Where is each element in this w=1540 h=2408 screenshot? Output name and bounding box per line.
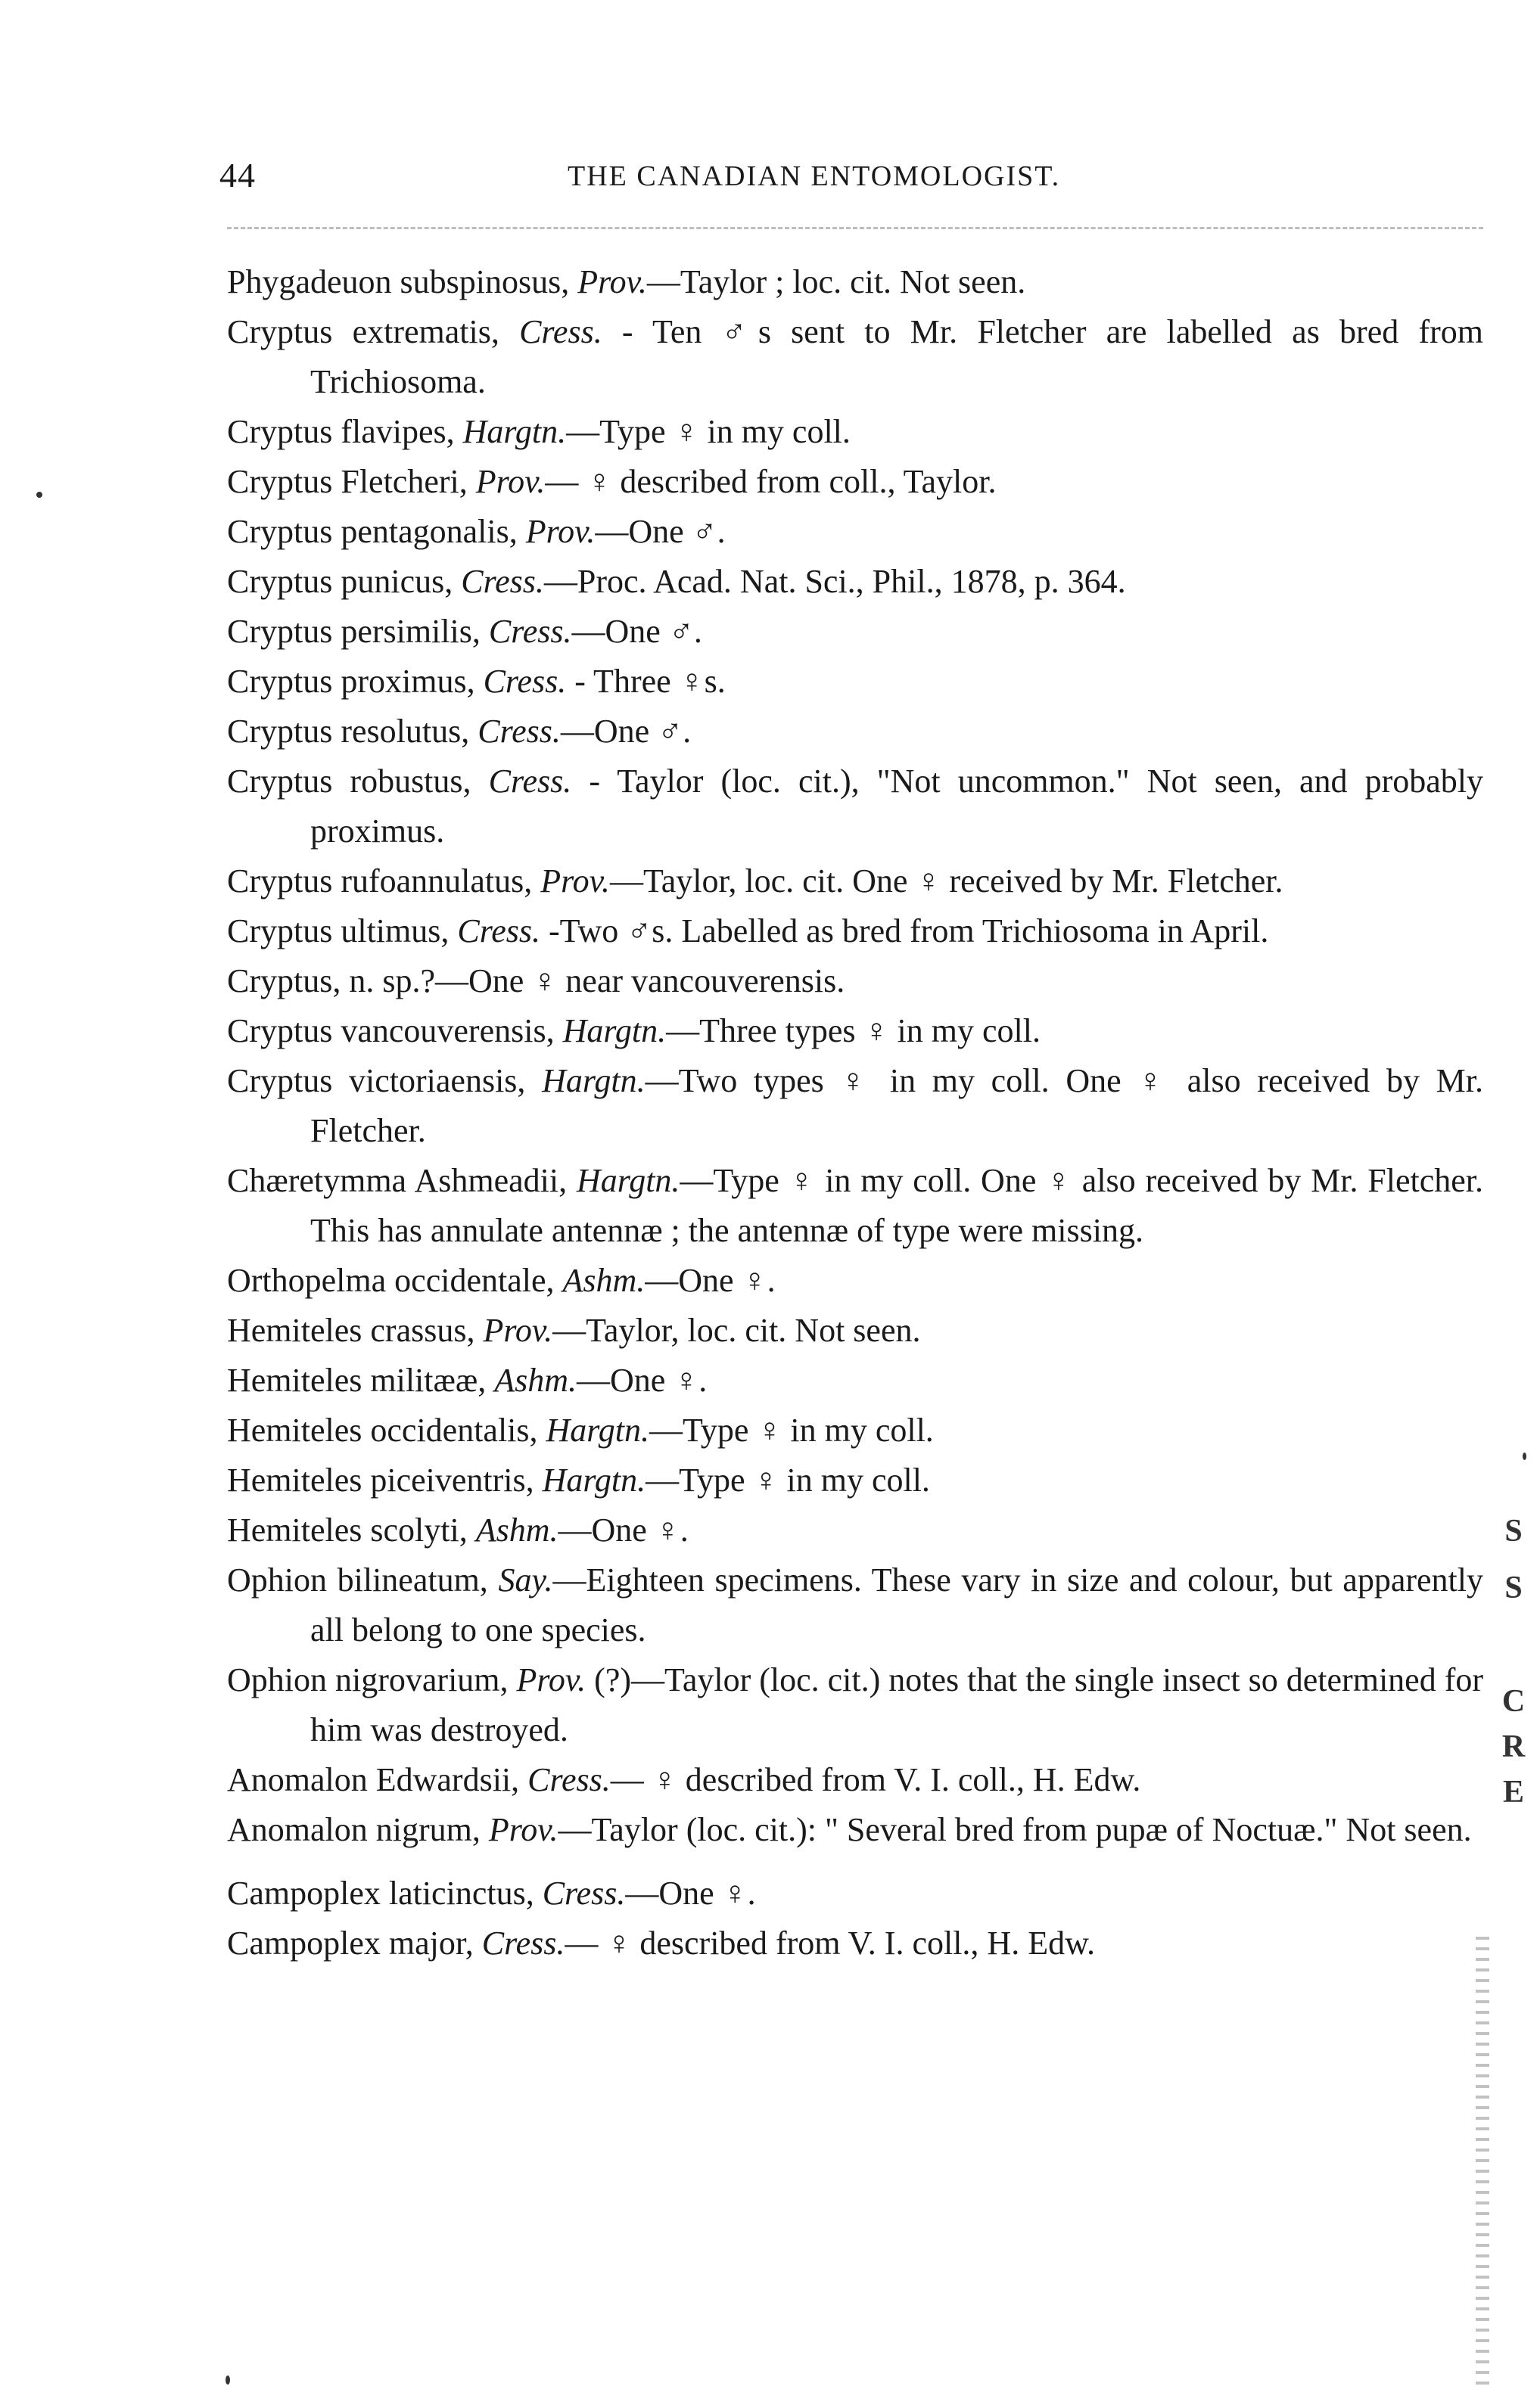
list-item: Hemiteles crassus, Prov.—Taylor, loc. cit. Not seen.	[227, 1312, 921, 1349]
list-item: Cryptus flavipes, Hargtn.—Type ♀ in my coll.	[227, 413, 851, 450]
list-item: Ophion nigrovarium, Prov. (?)—Taylor (loc. cit.) notes that the single insect so determined for him was destroyed.	[227, 1661, 1484, 1748]
list-item: Cryptus vancouverensis, Hargtn.—Three types ♀ in my coll.	[227, 1012, 1041, 1049]
margin-mark: C	[1501, 1684, 1526, 1719]
page-number: 44	[219, 156, 256, 194]
list-item: Cryptus, n. sp.?—One ♀ near vancouverensis.	[227, 962, 845, 999]
list-item: Phygadeuon subspinosus, Prov.—Taylor ; loc. cit. Not seen.	[227, 263, 1026, 300]
list-item: Cryptus proximus, Cress. - Three ♀s.	[227, 663, 726, 700]
scan-speck	[1523, 1453, 1526, 1460]
list-item: Cryptus robustus, Cress. - Taylor (loc. cit.), "Not uncommon." Not seen, and probably proximus.	[227, 763, 1484, 850]
list-item: Cryptus punicus, Cress.—Proc. Acad. Nat. Sci., Phil., 1878, p. 364.	[227, 563, 1126, 600]
header-rule	[227, 227, 1483, 229]
scan-speck	[226, 2375, 230, 2385]
margin-mark: R	[1501, 1729, 1526, 1764]
list-item: Cryptus resolutus, Cress.—One ♂.	[227, 713, 692, 750]
list-item: Cryptus victoriaensis, Hargtn.—Two types ♀ in my coll. One ♀ also received by Mr. Fletcher.	[227, 1062, 1484, 1149]
list-item: Anomalon Edwardsii, Cress.— ♀ described from V. I. coll., H. Edw.	[227, 1761, 1141, 1798]
list-item: Cryptus Fletcheri, Prov.— ♀ described from coll., Taylor.	[227, 463, 997, 500]
scan-speck	[36, 492, 42, 498]
list-item: Cryptus persimilis, Cress.—One ♂.	[227, 613, 702, 650]
running-title: THE CANADIAN ENTOMOLOGIST.	[568, 160, 1061, 192]
margin-mark: S	[1504, 1571, 1523, 1605]
list-item: Cryptus rufoannulatus, Prov.—Taylor, loc. cit. One ♀ received by Mr. Fletcher.	[227, 862, 1283, 900]
list-item: Hemiteles piceiventris, Hargtn.—Type ♀ in my coll.	[227, 1462, 930, 1499]
list-item: Hemiteles militææ, Ashm.—One ♀.	[227, 1362, 708, 1399]
list-item: Hemiteles scolyti, Ashm.—One ♀.	[227, 1512, 689, 1549]
margin-mark: S	[1504, 1514, 1523, 1549]
list-item: Ophion bilineatum, Say.—Eighteen specimens. These vary in size and colour, but apparently all belong to one species.	[227, 1561, 1483, 1648]
list-item: Campoplex major, Cress.— ♀ described from V. I. coll., H. Edw.	[227, 1925, 1095, 1962]
list-item: Campoplex laticinctus, Cress.—One ♀.	[227, 1875, 756, 1912]
page-edge-artifact	[1476, 1937, 1489, 2391]
margin-mark: E	[1502, 1775, 1524, 1810]
list-item: Chæretymma Ashmeadii, Hargtn.—Type ♀ in my coll. One ♀ also received by Mr. Fletcher. This has annulate antennæ ; the antennæ of type were missing.	[227, 1162, 1483, 1249]
list-item: Hemiteles occidentalis, Hargtn.—Type ♀ in my coll.	[227, 1412, 934, 1449]
list-item: Cryptus extrematis, Cress. - Ten ♂s sent to Mr. Fletcher are labelled as bred from Trichiosoma.	[227, 313, 1483, 400]
list-item: Cryptus pentagonalis, Prov.—One ♂.	[227, 513, 726, 550]
page-header	[219, 155, 1476, 208]
list-item: Anomalon nigrum, Prov.—Taylor (loc. cit.): " Several bred from pupæ of Noctuæ." Not seen.	[227, 1811, 1472, 1848]
list-item: Cryptus ultimus, Cress. -Two ♂s. Labelled as bred from Trichiosoma in April.	[227, 912, 1269, 949]
list-item: Orthopelma occidentale, Ashm.—One ♀.	[227, 1262, 776, 1299]
species-list	[227, 257, 1483, 1968]
